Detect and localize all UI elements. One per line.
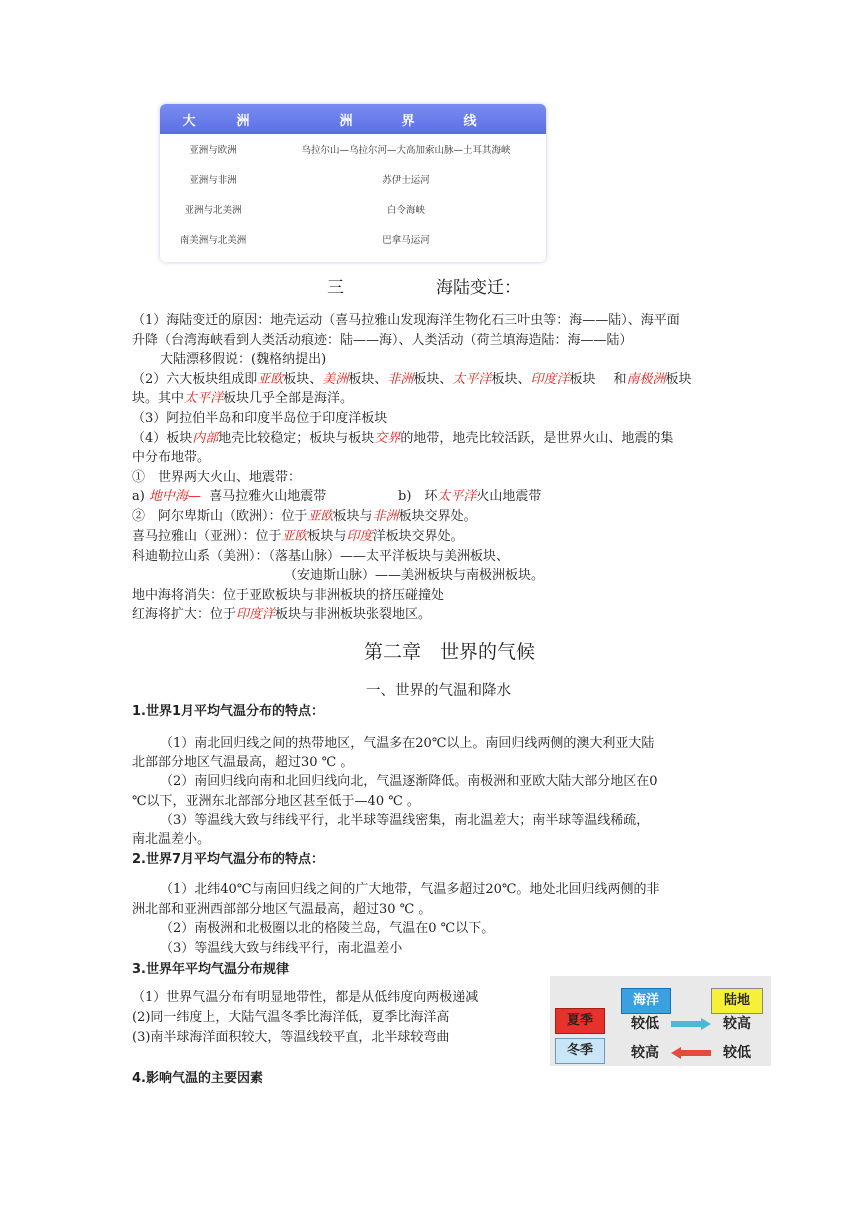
- text: 火山地震带: [476, 489, 542, 504]
- text: 板块: [491, 372, 518, 387]
- text: 的地带，地壳比较活跃，是世界火山、地震的集: [400, 431, 674, 446]
- table-row: [160, 224, 546, 254]
- text: 板块: [665, 372, 692, 387]
- paragraph-line: （1）北纬40℃与南回归线之间的广大地带，气温多超过20℃。地处北回归线两侧的非: [160, 882, 660, 897]
- annual-title: 3.世界年平均气温分布规律: [132, 962, 289, 977]
- belt-b: [398, 487, 541, 507]
- cell-boundary: 白令海峡: [386, 205, 425, 216]
- text: b) 环: [398, 489, 438, 504]
- plate-american: 美洲: [322, 372, 349, 387]
- section-heading: 一、世界的气温和降水: [366, 683, 511, 699]
- mediterranean-line: 地中海将消失：位于亚欧板块与非洲板块的挤压碰撞处: [132, 588, 445, 603]
- paragraph-line: (2)同一纬度上，大陆气温冬季比海洋低，夏季比海洋高: [132, 1010, 450, 1025]
- text: 板块与非洲板块张裂地区。: [275, 607, 432, 622]
- highlight: 太平洋: [437, 489, 477, 504]
- text: 块。其中: [132, 391, 185, 406]
- text: 洋板块交界处。: [372, 529, 464, 544]
- winter-ocean-value: 较高: [631, 1045, 659, 1061]
- plate-african: 非洲: [387, 372, 414, 387]
- chapter-title: 第二章 世界的气候: [364, 641, 536, 663]
- text: a): [132, 489, 145, 504]
- text: 、: [309, 372, 323, 387]
- paragraph-line: （1）世界气温分布有明显地带性，都是从低纬度向两极递减: [132, 990, 479, 1005]
- paragraph-line: 大陆漂移假说：(魏格纳提出): [160, 352, 327, 367]
- winter-land-value: 较低: [723, 1045, 751, 1061]
- text: 板块: [348, 372, 375, 387]
- highlight: 亚欧: [307, 509, 334, 524]
- cordillera-line-2: （安迪斯山脉）——美洲板块与南极洲板块。: [284, 568, 545, 583]
- highlight: 内部: [192, 431, 219, 446]
- plate-antarctic: 南极洲: [626, 372, 666, 387]
- plates-line-2: [132, 389, 353, 409]
- continent-boundary-table: [160, 104, 546, 262]
- alps-line: [132, 507, 477, 527]
- arrow-right-icon: [671, 1018, 711, 1030]
- red-sea-line: [132, 605, 431, 625]
- section-title: 海陆变迁：: [436, 278, 521, 298]
- paragraph-line: （1）海陆变迁的原因：地壳运动（喜马拉雅山发现海洋生物化石三叶虫等：海——陆）、海平面: [132, 313, 680, 328]
- highlight: 印度洋: [236, 607, 276, 622]
- cell-continents: 亚洲与北美洲: [184, 205, 242, 216]
- winter-label: 冬季: [555, 1038, 605, 1064]
- cordillera-line: 科迪勒拉山系（美洲）：（落基山脉）——太平洋板块与美洲板块、: [132, 549, 510, 564]
- text: （2）六大板块组成即: [132, 372, 258, 387]
- text: 喜马拉雅山（亚洲）：位于: [132, 529, 282, 544]
- paragraph-line: 北部部分地区气温最高，超过30 ℃ 。: [132, 755, 354, 770]
- table-row: [160, 134, 546, 164]
- jan-title: 1.世界1月平均气温分布的特点：: [132, 704, 325, 719]
- belts-title: ① 世界两大火山、地震带：: [132, 470, 302, 485]
- plate-eurasian: 亚欧: [257, 372, 284, 387]
- summer-land-value: 较高: [723, 1016, 751, 1032]
- paragraph-line: 南北温差小。: [132, 832, 211, 847]
- cell-continents: 南美洲与北美洲: [179, 235, 247, 246]
- belt-a: [132, 487, 326, 507]
- paragraph-line: （1）南北回归线之间的热带地区，气温多在20℃以上。南回归线两侧的澳大利亚大陆: [160, 736, 655, 751]
- paragraph-line: 升降（台湾海峡看到人类活动痕迹：陆——海）、人类活动（荷兰填海造陆：海——陆）: [132, 333, 633, 348]
- text: 板块与: [333, 509, 373, 524]
- cell-continents: 亚洲与欧洲: [189, 145, 237, 156]
- table-header: [160, 104, 546, 134]
- text: 板块与: [307, 529, 347, 544]
- text: 、: [439, 372, 453, 387]
- cell-continents: 亚洲与非洲: [189, 175, 237, 186]
- highlight: 非洲: [372, 509, 399, 524]
- paragraph-line: （3）等温线大致与纬线平行，北半球等温线密集，南北温差大；南半球等温线稀疏，: [160, 813, 650, 828]
- highlight: 地中海—: [148, 489, 201, 504]
- section-number: 三: [327, 278, 344, 298]
- paragraph-line: （2）南极洲和北极圈以北的格陵兰岛，气温在0 ℃以下。: [160, 921, 495, 936]
- text: 板块: [569, 372, 596, 387]
- table-row: [160, 164, 546, 194]
- arrow-left-icon: [671, 1047, 711, 1059]
- text: 板块几乎全部是海洋。: [223, 391, 354, 406]
- factors-title: 4.影响气温的主要因素: [132, 1071, 263, 1086]
- summer-label: 夏季: [555, 1008, 605, 1034]
- table-row: [160, 194, 546, 224]
- text: 板块交界处。: [398, 509, 477, 524]
- summer-ocean-value: 较低: [631, 1016, 659, 1032]
- paragraph-line: (3)南半球海洋面积较大，等温线较平直，北半球较弯曲: [132, 1030, 450, 1045]
- cell-boundary: 乌拉尔山—乌拉尔河—大高加索山脉—土耳其海峡: [301, 145, 511, 156]
- text: 红海将扩大：位于: [132, 607, 237, 622]
- land-label: 陆地: [711, 988, 763, 1014]
- text: 板块: [413, 372, 440, 387]
- jul-title: 2.世界7月平均气温分布的特点：: [132, 852, 325, 867]
- text: ② 阿尔卑斯山（欧洲）：位于: [132, 509, 308, 524]
- plates-line: [132, 370, 692, 390]
- text: 地壳比较稳定；板块与板块: [218, 431, 375, 446]
- plate-pacific: 太平洋: [452, 372, 492, 387]
- paragraph-line: ℃以下，亚洲东北部部分地区甚至低于—40 ℃ 。: [132, 794, 420, 809]
- himalaya-line: [132, 527, 464, 547]
- paragraph-line: （3）阿拉伯半岛和印度半岛位于印度洋板块: [132, 411, 388, 426]
- highlight: 印度: [346, 529, 373, 544]
- plate-pacific: 太平洋: [184, 391, 224, 406]
- paragraph-line: 中分布地带。: [132, 450, 211, 465]
- paragraph-line: 洲北部和亚洲西部部分地区气温最高，超过30 ℃ 。: [132, 902, 432, 917]
- paragraph-line: （2）南回归线向南和北回归线向北，气温逐渐降低。南极洲和亚欧大陆大部分地区在0: [160, 774, 658, 789]
- land-ocean-diagram: [550, 976, 771, 1066]
- plate-indian: 印度洋: [530, 372, 570, 387]
- text: 喜马拉雅火山地震带: [209, 489, 327, 504]
- header-continents: 大 洲: [182, 113, 264, 129]
- highlight: 亚欧: [281, 529, 308, 544]
- header-boundary: 洲 界 线: [339, 113, 495, 129]
- ocean-label: 海洋: [621, 988, 671, 1014]
- paragraph-line: （3）等温线大致与纬线平行，南北温差小: [160, 941, 403, 956]
- text: （4）板块: [132, 431, 193, 446]
- highlight: 交界: [374, 431, 401, 446]
- paragraph-line: [132, 429, 673, 449]
- text: 板块: [283, 372, 310, 387]
- text: 、: [374, 372, 388, 387]
- text: 和: [613, 372, 627, 387]
- cell-boundary: 苏伊士运河: [382, 175, 430, 186]
- text: 、: [517, 372, 531, 387]
- cell-boundary: 巴拿马运河: [382, 235, 430, 246]
